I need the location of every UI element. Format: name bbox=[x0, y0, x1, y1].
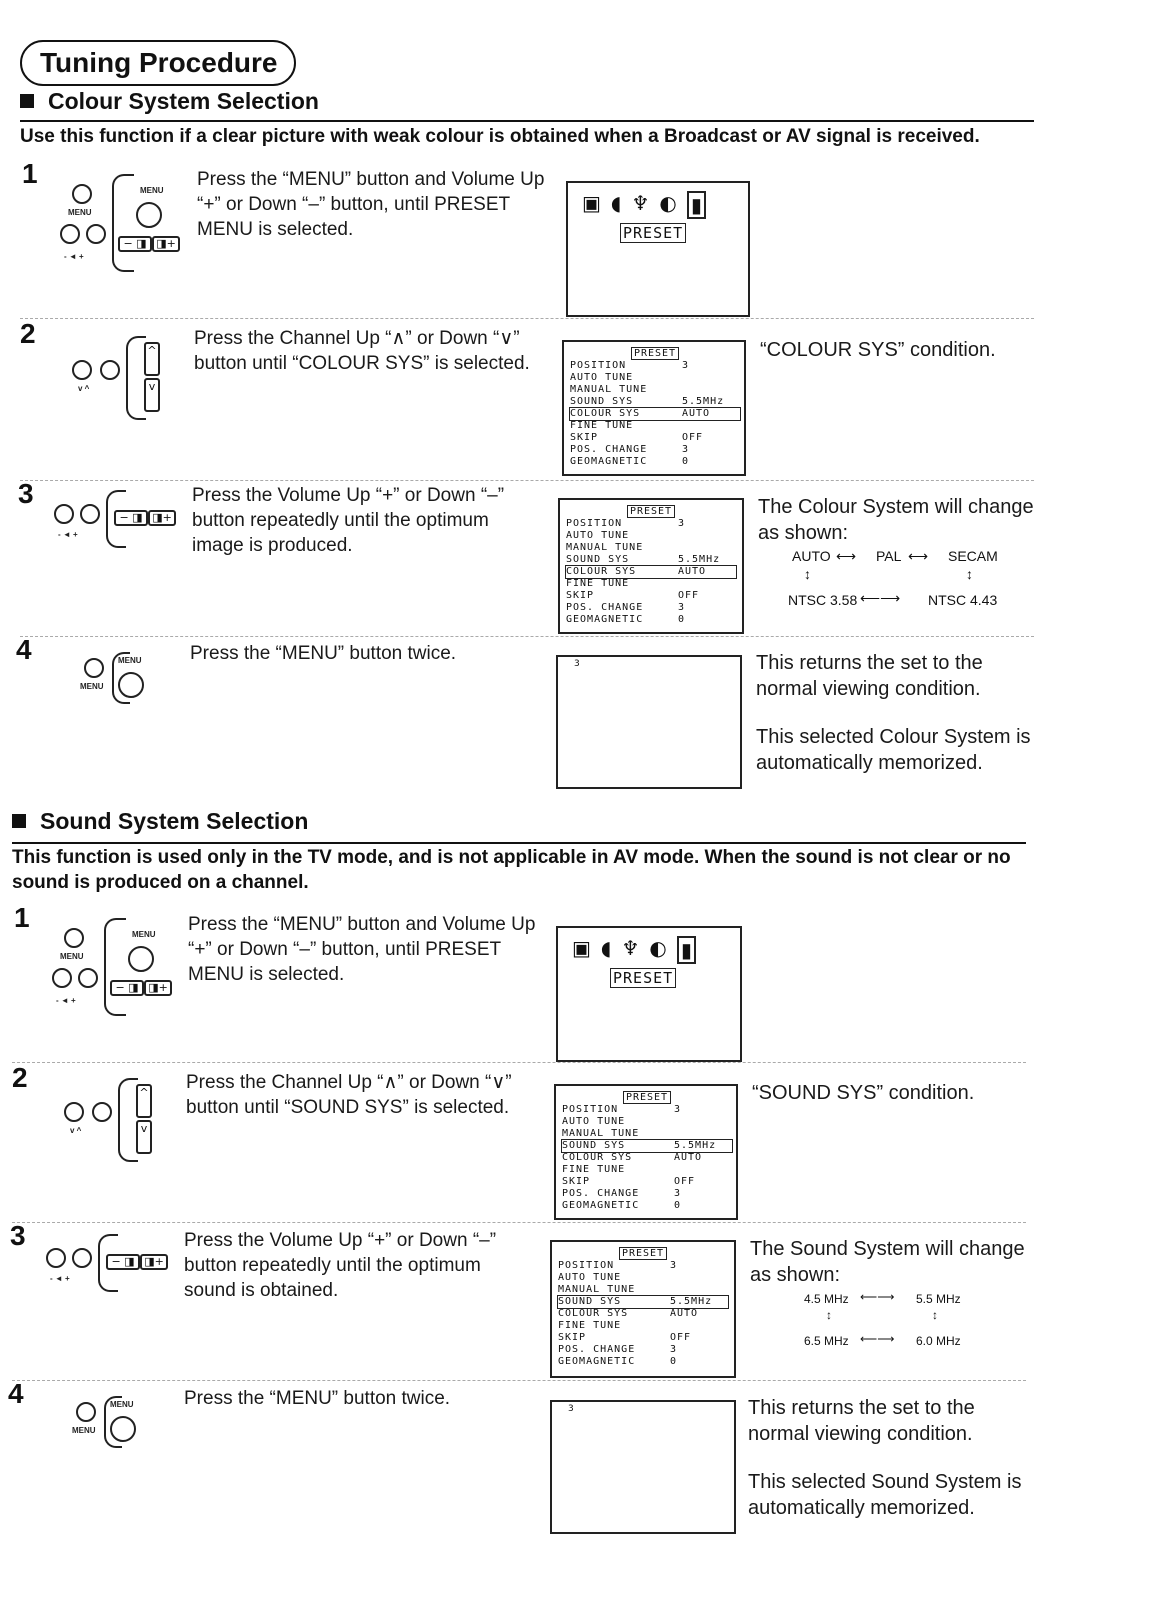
menu-button-icon bbox=[118, 672, 144, 698]
sound-icon: ◖ bbox=[600, 936, 612, 960]
remote-diagram: v ^ ^ v bbox=[60, 1078, 160, 1162]
step-instruction: Press the “MENU” button twice. bbox=[190, 643, 457, 664]
timer-icon: ♆ bbox=[621, 936, 640, 960]
sound-icon: ◖ bbox=[610, 191, 622, 215]
vol-up-key-icon: ◨+ bbox=[148, 510, 176, 526]
step-instruction: Press the Channel Up “∧” or Down “∨” button until “SOUND SYS” is selected. bbox=[186, 1072, 512, 1118]
ch-up-key-icon: ^ bbox=[136, 1084, 152, 1118]
step-note: “SOUND SYS” condition. bbox=[752, 1082, 975, 1104]
step-number: 4 bbox=[16, 634, 32, 665]
colour-cycle-diagram: AUTO ⟷ PAL ⟷ SECAM ↕ ↕ NTSC 3.58 ⟵⟶ NTSC 4.43 bbox=[788, 548, 998, 608]
double-arrow-icon: ⟵⟶ bbox=[860, 1290, 895, 1304]
colour-intro: Use this function if a clear picture with weak colour is obtained when a Broadcast or AV signal is received. bbox=[20, 126, 980, 147]
vol-up-key-icon: ◨+ bbox=[152, 236, 180, 252]
vertical-arrow-icon: ↕ bbox=[826, 1308, 832, 1322]
vol-down-button-icon bbox=[46, 1248, 66, 1268]
vol-up-button-icon bbox=[80, 504, 100, 524]
step-note: This selected Sound System is automatically memorized. bbox=[748, 1471, 1022, 1519]
step-number: 3 bbox=[10, 1220, 26, 1251]
sound-intro: This function is used only in the TV mode, and is not applicable in AV mode. When the sound is not clear or no sound is produced on a channel. bbox=[12, 847, 1011, 893]
vol-up-key-icon: ◨+ bbox=[140, 1254, 168, 1270]
preset-menu: PRESET POSITION 3 AUTO TUNE MANUAL TUNE SOUND SYS 5.5MHz COLOUR SYS AUTO FINE TUNE SKIP OFF POS. CHANGE 3 GEOMAGNETIC 0 bbox=[562, 1092, 732, 1212]
step-number: 4 bbox=[8, 1378, 24, 1409]
tv-screen: ▣ ◖ ♆ ◐ ▮ PRESET bbox=[566, 181, 750, 317]
remote-diagram: MENU MENU bbox=[78, 650, 158, 706]
remote-diagram: MENU - ◄ + MENU − ◨ ◨+ bbox=[58, 172, 188, 272]
bullet-square-icon bbox=[20, 94, 34, 108]
vol-down-key-icon: − ◨ bbox=[118, 236, 152, 252]
bullet-square-icon bbox=[12, 814, 26, 828]
menu-button-icon bbox=[128, 946, 154, 972]
selected-row: COLOUR SYS AUTO bbox=[570, 408, 740, 420]
picture-icon: ▣ bbox=[582, 191, 601, 215]
vol-up-button-icon bbox=[72, 1248, 92, 1268]
selected-row: COLOUR SYS AUTO bbox=[566, 566, 736, 578]
step-note: “COLOUR SYS” condition. bbox=[760, 339, 996, 361]
step-number: 1 bbox=[14, 902, 30, 933]
vol-down-button-icon bbox=[54, 504, 74, 524]
vertical-arrow-icon: ↕ bbox=[932, 1308, 938, 1322]
step-instruction: Press the Volume Up “+” or Down “–” button repeatedly until the optimum sound is obtained. bbox=[184, 1230, 497, 1301]
step-note: This returns the set to the normal viewing condition. bbox=[748, 1397, 975, 1445]
step-note: This selected Colour System is automatically memorized. bbox=[756, 726, 1031, 774]
preset-menu: PRESET POSITION 3 AUTO TUNE MANUAL TUNE SOUND SYS 5.5MHz COLOUR SYS AUTO FINE TUNE SKIP OFF POS. CHANGE 3 GEOMAGNETIC 0 bbox=[566, 506, 736, 626]
vol-down-key-icon: − ◨ bbox=[110, 980, 144, 996]
button-icon bbox=[72, 184, 92, 204]
setup-icon: ◐ bbox=[649, 936, 667, 960]
vol-up-button-icon bbox=[86, 224, 106, 244]
tv-screen: 3 bbox=[556, 655, 742, 789]
step-instruction: Press the “MENU” button and Volume Up “+” or Down “–” button, until PRESET MENU is selected. bbox=[188, 914, 536, 985]
double-arrow-icon: ⟵⟶ bbox=[860, 1332, 895, 1346]
remote-diagram: v ^ ^ v bbox=[68, 336, 168, 420]
ch-down-key-icon: v bbox=[144, 378, 160, 412]
step-note: This returns the set to the normal viewing condition. bbox=[756, 652, 983, 700]
menu-icons-row bbox=[582, 191, 706, 219]
preset-icon: ▮ bbox=[687, 191, 706, 219]
menu-icons-row bbox=[572, 936, 696, 964]
selected-row: SOUND SYS 5.5MHz bbox=[558, 1296, 728, 1308]
ch-up-key-icon: ^ bbox=[144, 342, 160, 376]
divider bbox=[12, 842, 1026, 844]
vol-down-button-icon bbox=[60, 224, 80, 244]
sound-cycle-diagram: 4.5 MHz ⟵⟶ 5.5 MHz ↕ ↕ 6.5 MHz ⟵⟶ 6.0 MHz bbox=[804, 1290, 961, 1348]
remote-diagram: MENU - ◄ + MENU − ◨ ◨+ bbox=[50, 916, 180, 1016]
step-number: 2 bbox=[12, 1062, 28, 1093]
tv-screen-preset-menu bbox=[554, 1084, 738, 1220]
step-instruction: Press the Volume Up “+” or Down “–” button repeatedly until the optimum image is produced. bbox=[192, 485, 505, 556]
step-instruction: Press the “MENU” button and Volume Up “+” or Down “–” button, until PRESET MENU is selected. bbox=[197, 169, 545, 240]
ch-up-button-icon bbox=[100, 360, 120, 380]
page-title: Tuning Procedure bbox=[20, 40, 296, 86]
selected-row: SOUND SYS 5.5MHz bbox=[562, 1140, 732, 1152]
vertical-arrow-icon: ↕ bbox=[804, 566, 811, 582]
vol-up-button-icon bbox=[78, 968, 98, 988]
picture-icon: ▣ bbox=[572, 936, 591, 960]
tv-screen-preset-menu bbox=[558, 498, 744, 634]
menu-button-icon bbox=[136, 202, 162, 228]
vol-down-button-icon bbox=[52, 968, 72, 988]
tv-screen-preset-menu bbox=[550, 1240, 736, 1378]
double-arrow-icon: ⟵⟶ bbox=[860, 590, 901, 606]
ch-down-key-icon: v bbox=[136, 1120, 152, 1154]
timer-icon: ♆ bbox=[631, 191, 650, 215]
remote-diagram: - ◄ + − ◨ ◨+ bbox=[52, 490, 182, 550]
button-icon bbox=[84, 658, 104, 678]
divider bbox=[20, 120, 1034, 122]
ch-down-button-icon bbox=[64, 1102, 84, 1122]
section-title-sound: Sound System Selection bbox=[12, 808, 308, 835]
step-note: The Colour System will change as shown: bbox=[758, 496, 1034, 544]
vol-down-key-icon: − ◨ bbox=[114, 510, 148, 526]
menu-button-icon bbox=[110, 1416, 136, 1442]
preset-menu: PRESET POSITION 3 AUTO TUNE MANUAL TUNE SOUND SYS 5.5MHz COLOUR SYS AUTO FINE TUNE SKIP OFF POS. CHANGE 3 GEOMAGNETIC 0 bbox=[558, 1248, 728, 1368]
tv-screen: 3 bbox=[550, 1400, 736, 1534]
double-arrow-icon: ⟷ bbox=[908, 548, 929, 564]
step-number: 3 bbox=[18, 478, 34, 509]
setup-icon: ◐ bbox=[659, 191, 677, 215]
step-number: 1 bbox=[22, 158, 38, 189]
tv-screen-preset-menu bbox=[562, 340, 746, 476]
ch-down-button-icon bbox=[72, 360, 92, 380]
preset-icon: ▮ bbox=[677, 936, 696, 964]
button-icon bbox=[64, 928, 84, 948]
vol-up-key-icon: ◨+ bbox=[144, 980, 172, 996]
step-number: 2 bbox=[20, 318, 36, 349]
double-arrow-icon: ⟷ bbox=[836, 548, 857, 564]
section-title-colour: Colour System Selection bbox=[20, 88, 319, 115]
vertical-arrow-icon: ↕ bbox=[966, 566, 973, 582]
remote-diagram: MENU MENU bbox=[70, 1394, 150, 1450]
step-note: The Sound System will change as shown: bbox=[750, 1238, 1025, 1286]
step-instruction: Press the “MENU” button twice. bbox=[184, 1388, 451, 1409]
remote-diagram: - ◄ + − ◨ ◨+ bbox=[44, 1234, 174, 1294]
ch-up-button-icon bbox=[92, 1102, 112, 1122]
button-icon bbox=[76, 1402, 96, 1422]
vol-down-key-icon: − ◨ bbox=[106, 1254, 140, 1270]
tv-screen: ▣ ◖ ♆ ◐ ▮ PRESET bbox=[556, 926, 742, 1062]
preset-menu: PRESET POSITION 3 AUTO TUNE MANUAL TUNE SOUND SYS 5.5MHz COLOUR SYS AUTO FINE TUNE SKIP OFF POS. CHANGE 3 GEOMAGNETIC 0 bbox=[570, 348, 740, 468]
step-instruction: Press the Channel Up “∧” or Down “∨” button until “COLOUR SYS” is selected. bbox=[194, 328, 530, 374]
